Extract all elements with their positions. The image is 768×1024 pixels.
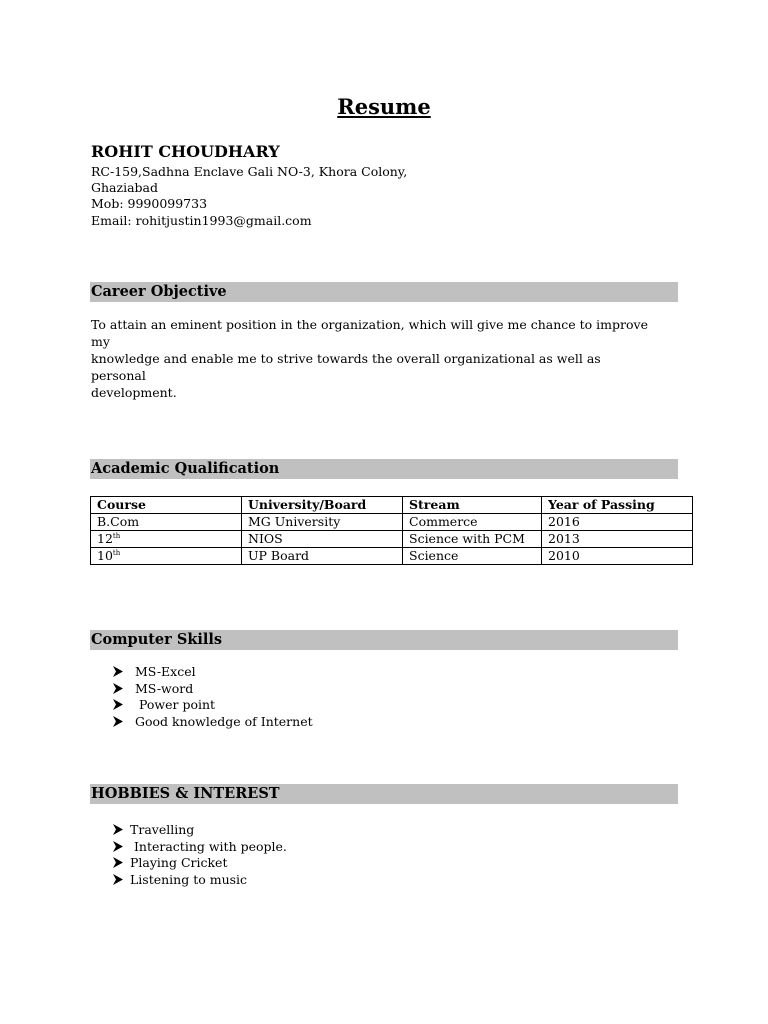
arrowhead-bullet-icon bbox=[113, 699, 123, 710]
list-item bbox=[113, 697, 313, 714]
column-header: Course bbox=[91, 497, 242, 514]
arrowhead-bullet-icon bbox=[113, 857, 123, 868]
table-header-row bbox=[91, 497, 693, 514]
column-header: Stream bbox=[403, 497, 542, 514]
address-line-2: Ghaziabad bbox=[91, 180, 158, 195]
computer-skills-list bbox=[113, 664, 313, 731]
table-cell bbox=[91, 514, 242, 531]
list-item bbox=[113, 822, 287, 839]
section-heading: Career Objective bbox=[91, 283, 227, 300]
arrowhead-bullet-icon bbox=[113, 716, 123, 727]
arrowhead-bullet-icon bbox=[113, 874, 123, 885]
section-heading: HOBBIES & INTEREST bbox=[91, 785, 280, 802]
academic-qualification-section-header bbox=[90, 459, 678, 479]
email-address: Email: rohitjustin1993@gmail.com bbox=[91, 213, 312, 228]
course-name: B.Com bbox=[97, 514, 140, 529]
hobby-text: Travelling bbox=[130, 822, 195, 837]
mobile-number: Mob: 9990099733 bbox=[91, 196, 208, 211]
list-item bbox=[113, 855, 287, 872]
section-heading: Academic Qualification bbox=[91, 460, 280, 477]
table-cell: Commerce bbox=[403, 514, 542, 531]
table-cell: Science bbox=[403, 548, 542, 565]
career-objective-text bbox=[91, 316, 651, 401]
list-item bbox=[113, 839, 287, 856]
table-cell: UP Board bbox=[242, 548, 403, 565]
skill-text: Power point bbox=[135, 697, 216, 713]
arrowhead-bullet-icon bbox=[113, 841, 123, 852]
objective-line: development. bbox=[91, 385, 177, 400]
arrowhead-bullet-icon bbox=[113, 824, 123, 835]
computer-skills-section-header bbox=[90, 630, 678, 650]
hobbies-list bbox=[113, 822, 287, 889]
skill-text: MS-Excel bbox=[135, 664, 196, 679]
table-cell: NIOS bbox=[242, 531, 403, 548]
list-item bbox=[113, 872, 287, 889]
table-row bbox=[91, 548, 693, 565]
hobby-text: Playing Cricket bbox=[130, 855, 228, 871]
table-cell bbox=[91, 531, 242, 548]
course-name: 12 bbox=[97, 531, 113, 546]
candidate-name: ROHIT CHOUDHARY bbox=[91, 142, 280, 161]
skill-text: MS-word bbox=[135, 680, 194, 696]
table-row bbox=[91, 531, 693, 548]
ordinal-suffix: th bbox=[112, 531, 121, 540]
table-cell bbox=[91, 548, 242, 565]
table-cell: 2016 bbox=[542, 514, 693, 531]
arrowhead-bullet-icon bbox=[113, 666, 123, 677]
column-header: Year of Passing bbox=[542, 497, 693, 514]
section-heading: Computer Skills bbox=[91, 631, 223, 648]
objective-line: To attain an eminent position in the organization, which will give me chance to improve my bbox=[91, 317, 648, 349]
hobby-text: Interacting with people. bbox=[130, 838, 287, 854]
column-header: University/Board bbox=[242, 497, 403, 514]
table-cell: Science with PCM bbox=[403, 531, 542, 548]
arrowhead-bullet-icon bbox=[113, 683, 123, 694]
table-cell: 2013 bbox=[542, 531, 693, 548]
career-objective-section-header bbox=[90, 282, 678, 302]
list-item bbox=[113, 714, 313, 731]
ordinal-suffix: th bbox=[112, 548, 121, 557]
page-title: Resume bbox=[337, 94, 431, 119]
course-name: 10 bbox=[97, 548, 113, 563]
list-item bbox=[113, 681, 313, 698]
table-row bbox=[91, 514, 693, 531]
list-item bbox=[113, 664, 313, 681]
table-cell: MG University bbox=[242, 514, 403, 531]
skill-text: Good knowledge of Internet bbox=[135, 714, 313, 730]
table-cell: 2010 bbox=[542, 548, 693, 565]
hobby-text: Listening to music bbox=[130, 872, 248, 888]
address-line-1: RC-159,Sadhna Enclave Gali NO-3, Khora Colony, bbox=[91, 164, 408, 179]
objective-line: knowledge and enable me to strive towards the overall organizational as well as personal bbox=[91, 351, 601, 383]
academic-qualification-table bbox=[90, 496, 693, 565]
hobbies-section-header bbox=[90, 784, 678, 804]
